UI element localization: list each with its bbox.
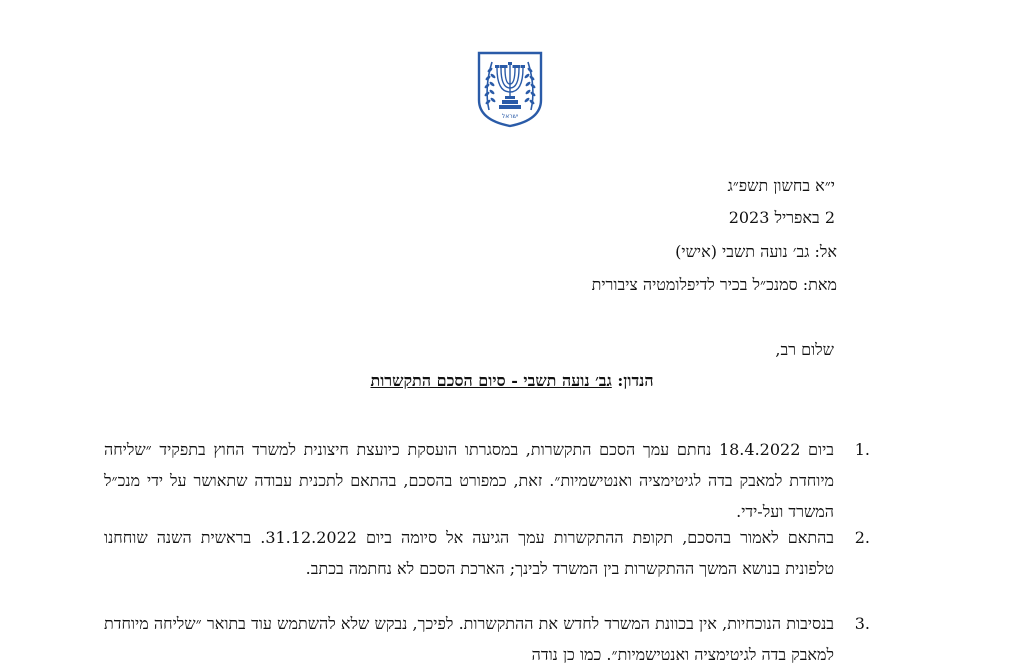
- sender-line: מאת: סמנכ״ל בכיר לדיפלומטיה ציבורית: [591, 275, 837, 294]
- hebrew-date: י״א בחשון תשפ״ג: [727, 176, 835, 195]
- gregorian-date: 2 באפריל 2023: [728, 208, 835, 227]
- subject-text: גב׳ נועה תשבי - סיום הסכם התקשרות: [370, 371, 612, 390]
- paragraph-number: 2.: [854, 528, 870, 547]
- paragraph-2: [104, 522, 870, 584]
- paragraph-number: 1.: [854, 440, 870, 459]
- paragraph-1: [104, 434, 870, 527]
- paragraph-text: ביום 18.4.2022 נחתם עמך הסכם התקשרות, במסגרתו הועסקת כיועצת חיצונית למשרד החוץ בתפקיד ״שליחה מיוחדת למאבק בדה לגיטימציה ואנטישמיות״. זאת, כמפורט בהסכם, בהתאם לתכנית עבודה שתאושר על ידי מנכ״ל המשרד ועל-ידי.: [104, 440, 834, 521]
- subject-line: [0, 371, 1024, 391]
- paragraph-text: בהתאם לאמור בהסכם, תקופת ההתקשרות עמך הגיעה אל סיומה ביום 31.12.2022. בראשית השנה שוחחנו טלפונית בנושא המשך ההתקשרות בין המשרד לבינך; הארכת הסכם לא נחתמה בכתב.: [104, 528, 834, 578]
- paragraph-3: [104, 608, 870, 670]
- emblem-of-israel-icon: [476, 50, 544, 128]
- paragraph-text: בנסיבות הנוכחיות, אין בכוונת המשרד לחדש את ההתקשרות. לפיכך, נבקש שלא להשתמש עוד בתואר ״שליחה מיוחדת למאבק בדה לגיטימציה ואנטישמיות״. כמו כן נודה: [104, 614, 834, 664]
- paragraph-number: 3.: [854, 614, 870, 633]
- subject-prefix: הנדון:: [611, 371, 654, 390]
- greeting: שלום רב,: [775, 340, 834, 359]
- svg-text:ישראל: ישראל: [501, 113, 519, 120]
- recipient-line: אל: גב׳ נועה תשבי (אישי): [675, 242, 837, 261]
